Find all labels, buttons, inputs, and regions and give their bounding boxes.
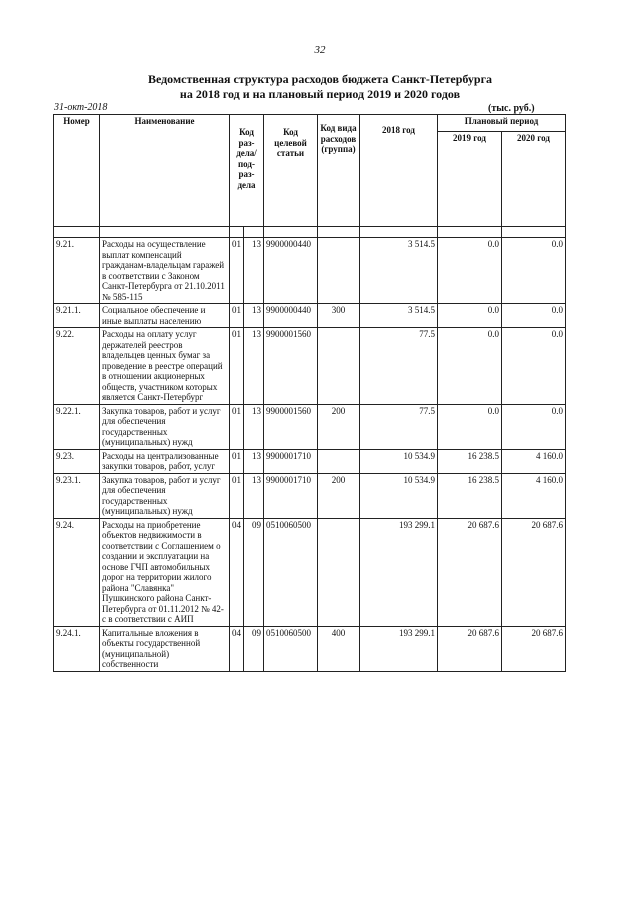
header-planned-period: Плановый период: [438, 115, 566, 132]
row-2018: 10 534.9: [360, 449, 438, 473]
row-subsection: 13: [244, 473, 264, 518]
row-2019: 20 687.6: [438, 518, 502, 626]
title-line-2: на 2018 год и на плановый период 2019 и 2020 годов: [179, 87, 461, 101]
row-2020: 0.0: [502, 328, 566, 405]
row-2020: 20 687.6: [502, 626, 566, 671]
row-2018: 193 299.1: [360, 518, 438, 626]
row-target: 9900000440: [264, 238, 318, 304]
row-2019: 16 238.5: [438, 473, 502, 518]
row-2020: 0.0: [502, 404, 566, 449]
row-target: 0510060500: [264, 626, 318, 671]
row-number: 9.22.: [54, 328, 100, 405]
header-name: Наименование: [100, 115, 230, 227]
row-number: 9.24.1.: [54, 626, 100, 671]
row-name: Расходы на централизованные закупки товаров, работ, услуг: [100, 449, 230, 473]
row-type: 200: [318, 404, 360, 449]
row-subsection: 09: [244, 518, 264, 626]
document-title: [80, 72, 560, 102]
row-2020: 20 687.6: [502, 518, 566, 626]
row-type: [318, 449, 360, 473]
row-number: 9.23.: [54, 449, 100, 473]
row-name: Капитальные вложения в объекты государственной (муниципальной) собственности: [100, 626, 230, 671]
row-target: 9900000440: [264, 304, 318, 328]
row-2019: 0.0: [438, 304, 502, 328]
row-2018: 77.5: [360, 328, 438, 405]
row-target: 9900001710: [264, 473, 318, 518]
row-type: [318, 328, 360, 405]
row-section: 01: [230, 238, 244, 304]
row-type: [318, 238, 360, 304]
table-row: [54, 518, 566, 626]
row-2019: 0.0: [438, 328, 502, 405]
row-type: 300: [318, 304, 360, 328]
header-target: Код целевой статьи: [264, 115, 318, 227]
row-2020: 0.0: [502, 304, 566, 328]
row-2018: 10 534.9: [360, 473, 438, 518]
row-section: 04: [230, 626, 244, 671]
row-2018: 77.5: [360, 404, 438, 449]
table-row: [54, 626, 566, 671]
header-2019: 2019 год: [438, 132, 502, 227]
header-spacer-row: [54, 227, 566, 238]
header-expense-type: Код вида расходов (группа): [318, 115, 360, 227]
row-2019: 0.0: [438, 404, 502, 449]
row-name: Расходы на осуществление выплат компенсаций гражданам-владельцам гаражей в соответствии с Законом Санкт-Петербурга от 21.10.2011 № 585-115: [100, 238, 230, 304]
header-2020: 2020 год: [502, 132, 566, 227]
row-name: Социальное обеспечение и иные выплаты населению: [100, 304, 230, 328]
row-2019: 16 238.5: [438, 449, 502, 473]
row-section: 04: [230, 518, 244, 626]
row-name: Расходы на оплату услуг держателей реестров владельцев ценных бумаг за проведение в реестре операций в отношении акционерных обществ, участником которых является Санкт-Петербург: [100, 328, 230, 405]
row-2018: 3 514.5: [360, 304, 438, 328]
row-target: 0510060500: [264, 518, 318, 626]
row-name: Закупка товаров, работ и услуг для обеспечения государственных (муниципальных) нужд: [100, 404, 230, 449]
row-2020: 4 160.0: [502, 473, 566, 518]
row-target: 9900001560: [264, 328, 318, 405]
row-2019: 20 687.6: [438, 626, 502, 671]
row-2019: 0.0: [438, 238, 502, 304]
row-subsection: 13: [244, 328, 264, 405]
row-target: 9900001560: [264, 404, 318, 449]
row-subsection: 13: [244, 304, 264, 328]
row-number: 9.23.1.: [54, 473, 100, 518]
document-date: 31-окт-2018: [54, 102, 108, 113]
table-row: [54, 238, 566, 304]
row-type: 200: [318, 473, 360, 518]
title-line-1: Ведомственная структура расходов бюджета Санкт-Петербурга: [147, 72, 493, 86]
row-2018: 193 299.1: [360, 626, 438, 671]
budget-table: [53, 114, 566, 672]
row-subsection: 13: [244, 238, 264, 304]
table-row: [54, 404, 566, 449]
row-section: 01: [230, 304, 244, 328]
table-row: [54, 449, 566, 473]
header-2018: 2018 год: [360, 115, 438, 227]
page-number: 32: [314, 44, 326, 56]
row-2020: 4 160.0: [502, 449, 566, 473]
row-section: 01: [230, 404, 244, 449]
header-section: Код раз-дела/ под-раз-дела: [230, 115, 264, 227]
table-row: [54, 328, 566, 405]
table-row: [54, 304, 566, 328]
table-row: [54, 473, 566, 518]
row-section: 01: [230, 449, 244, 473]
row-name: Расходы на приобретение объектов недвижимости в соответствии с Соглашением о создании и эксплуатации на основе ГЧП автомобильных дорог на территории жилого района "Славянка" Пушкинского района Санкт-Петербурга от 01.11.2012 № 42-с в соответствии с АИП: [100, 518, 230, 626]
row-subsection: 09: [244, 626, 264, 671]
row-number: 9.21.1.: [54, 304, 100, 328]
row-number: 9.22.1.: [54, 404, 100, 449]
row-name: Закупка товаров, работ и услуг для обеспечения государственных (муниципальных) нужд: [100, 473, 230, 518]
row-subsection: 13: [244, 404, 264, 449]
row-target: 9900001710: [264, 449, 318, 473]
row-number: 9.21.: [54, 238, 100, 304]
row-2020: 0.0: [502, 238, 566, 304]
row-section: 01: [230, 473, 244, 518]
row-section: 01: [230, 328, 244, 405]
row-2018: 3 514.5: [360, 238, 438, 304]
units-label: (тыс. руб.): [488, 103, 535, 114]
row-subsection: 13: [244, 449, 264, 473]
header-number: Номер: [54, 115, 100, 227]
header-row-top: [54, 115, 566, 132]
row-type: [318, 518, 360, 626]
row-type: 400: [318, 626, 360, 671]
row-number: 9.24.: [54, 518, 100, 626]
